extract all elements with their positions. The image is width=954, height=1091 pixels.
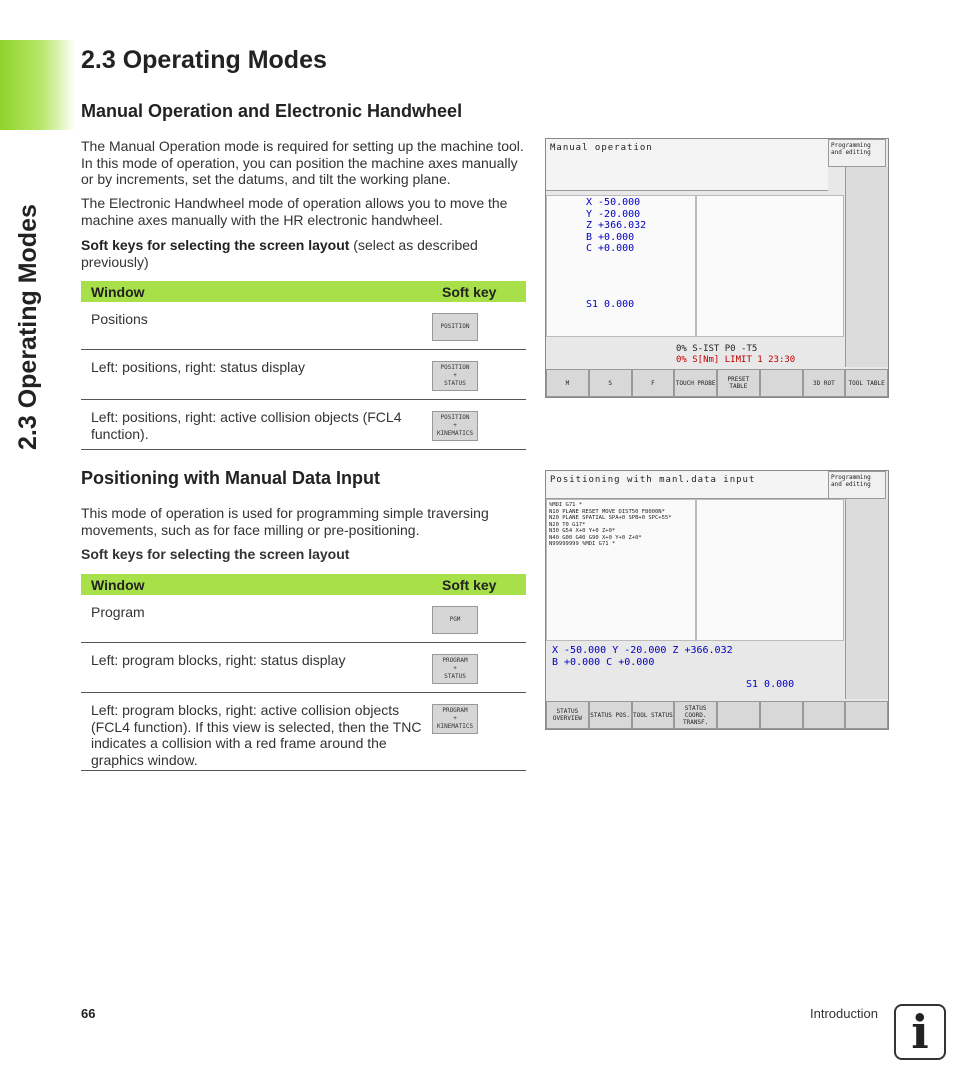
table-header-window: Window [81,574,432,595]
chapter-label: Introduction [810,1006,878,1021]
softkey-position-status[interactable]: POSITION + STATUS [432,361,478,391]
softkey-program-status[interactable]: PROGRAM + STATUS [432,654,478,684]
table-row: Left: positions, right: status display POSITION + STATUS [81,350,526,400]
softkey-position[interactable]: POSITION [432,313,478,341]
side-tab-label: 2.3 Operating Modes [14,204,42,450]
section2-softkeys-intro: Soft keys for selecting the screen layout [81,546,350,562]
manual-operation-screenshot [545,138,889,398]
axis-display: X -50.000 Y -20.000 Z +366.032 B +0.000 C +0.000 [586,197,647,254]
screen-side-keys [845,167,888,367]
page-number: 66 [81,1006,96,1021]
status-panel [696,499,844,641]
table-header-window: Window [81,281,432,302]
section1-softkeys-intro: Soft keys for selecting the screen layout (select as described previously) [81,237,478,270]
screen-title: Positioning with manl.data input [546,471,828,499]
screen-mode: Programming and editing [828,471,886,499]
section2-para1: This mode of operation is used for programming simple traversing movements, such as for face milling or pre-positioning. [81,505,489,538]
page-title: 2.3 Operating Modes [81,46,327,74]
status-line: 0% S-IST P0 -T5 0% S[Nm] LIMIT 1 23:30 [676,344,796,365]
status-panel [696,195,844,337]
info-icon: i [894,1004,946,1060]
softkey-pgm[interactable]: PGM [432,606,478,634]
table-header-softkey: Soft key [432,281,526,302]
program-listing: %MDI G71 * N10 PLANE RESET MOVE DIST50 F8000N* N20 PLANE SPATIAL SPA+0 SPB+0 SPC+55* N20 T0 G17* N30 G54 X+0 Y+0 Z+0* N40 G00 G40 G90 X+0 Y+0 Z+0* N99999999 %MDI G71 * [549,502,672,547]
screen-title: Manual operation [546,139,828,191]
section1-title: Manual Operation and Electronic Handwheel [81,101,463,121]
section2-title: Positioning with Manual Data Input [81,468,380,488]
section1-para2: The Electronic Handwheel mode of operation allows you to move the machine axes manually with the HR electronic handwheel. [81,195,508,228]
section2-table [81,574,526,771]
table-row: Program PGM [81,595,526,643]
spindle-display: S1 0.000 [746,679,795,690]
section1-table [81,281,526,450]
table-row: Positions POSITION [81,302,526,350]
table-row: Left: program blocks, right: status display PROGRAM + STATUS [81,643,526,693]
table-row: Left: program blocks, right: active collision objects (FCL4 function). If this view is selected, then the TNC indicates a collision with a red frame around the graphics window. PROGRAM + KINEMATICS [81,693,526,771]
spindle-display: S1 0.000 [586,299,635,310]
screen-softkey-row: STATUS OVERVIEW STATUS POS. TOOL STATUS STATUS COORD. TRANSF. [546,701,888,729]
screen-side-keys [845,499,888,699]
softkey-position-kinematics[interactable]: POSITION + KINEMATICS [432,411,478,441]
softkey-program-kinematics[interactable]: PROGRAM + KINEMATICS [432,704,478,734]
table-header-softkey: Soft key [432,574,526,595]
mdi-screenshot [545,470,889,730]
section1-para1: The Manual Operation mode is required for setting up the machine tool. In this mode of operation, you can position the machine axes manually or by increments, set the datums, and tilt the working plane. [81,138,524,187]
axis-display: X -50.000 Y -20.000 Z +366.032 B +0.000 C +0.000 [552,645,733,668]
screen-mode: Programming and editing [828,139,886,167]
screen-softkey-row: M S F TOUCH PROBE PRESET TABLE 3D ROT TOOL TABLE [546,369,888,397]
table-row: Left: positions, right: active collision objects (FCL4 function). POSITION + KINEMATICS [81,400,526,450]
